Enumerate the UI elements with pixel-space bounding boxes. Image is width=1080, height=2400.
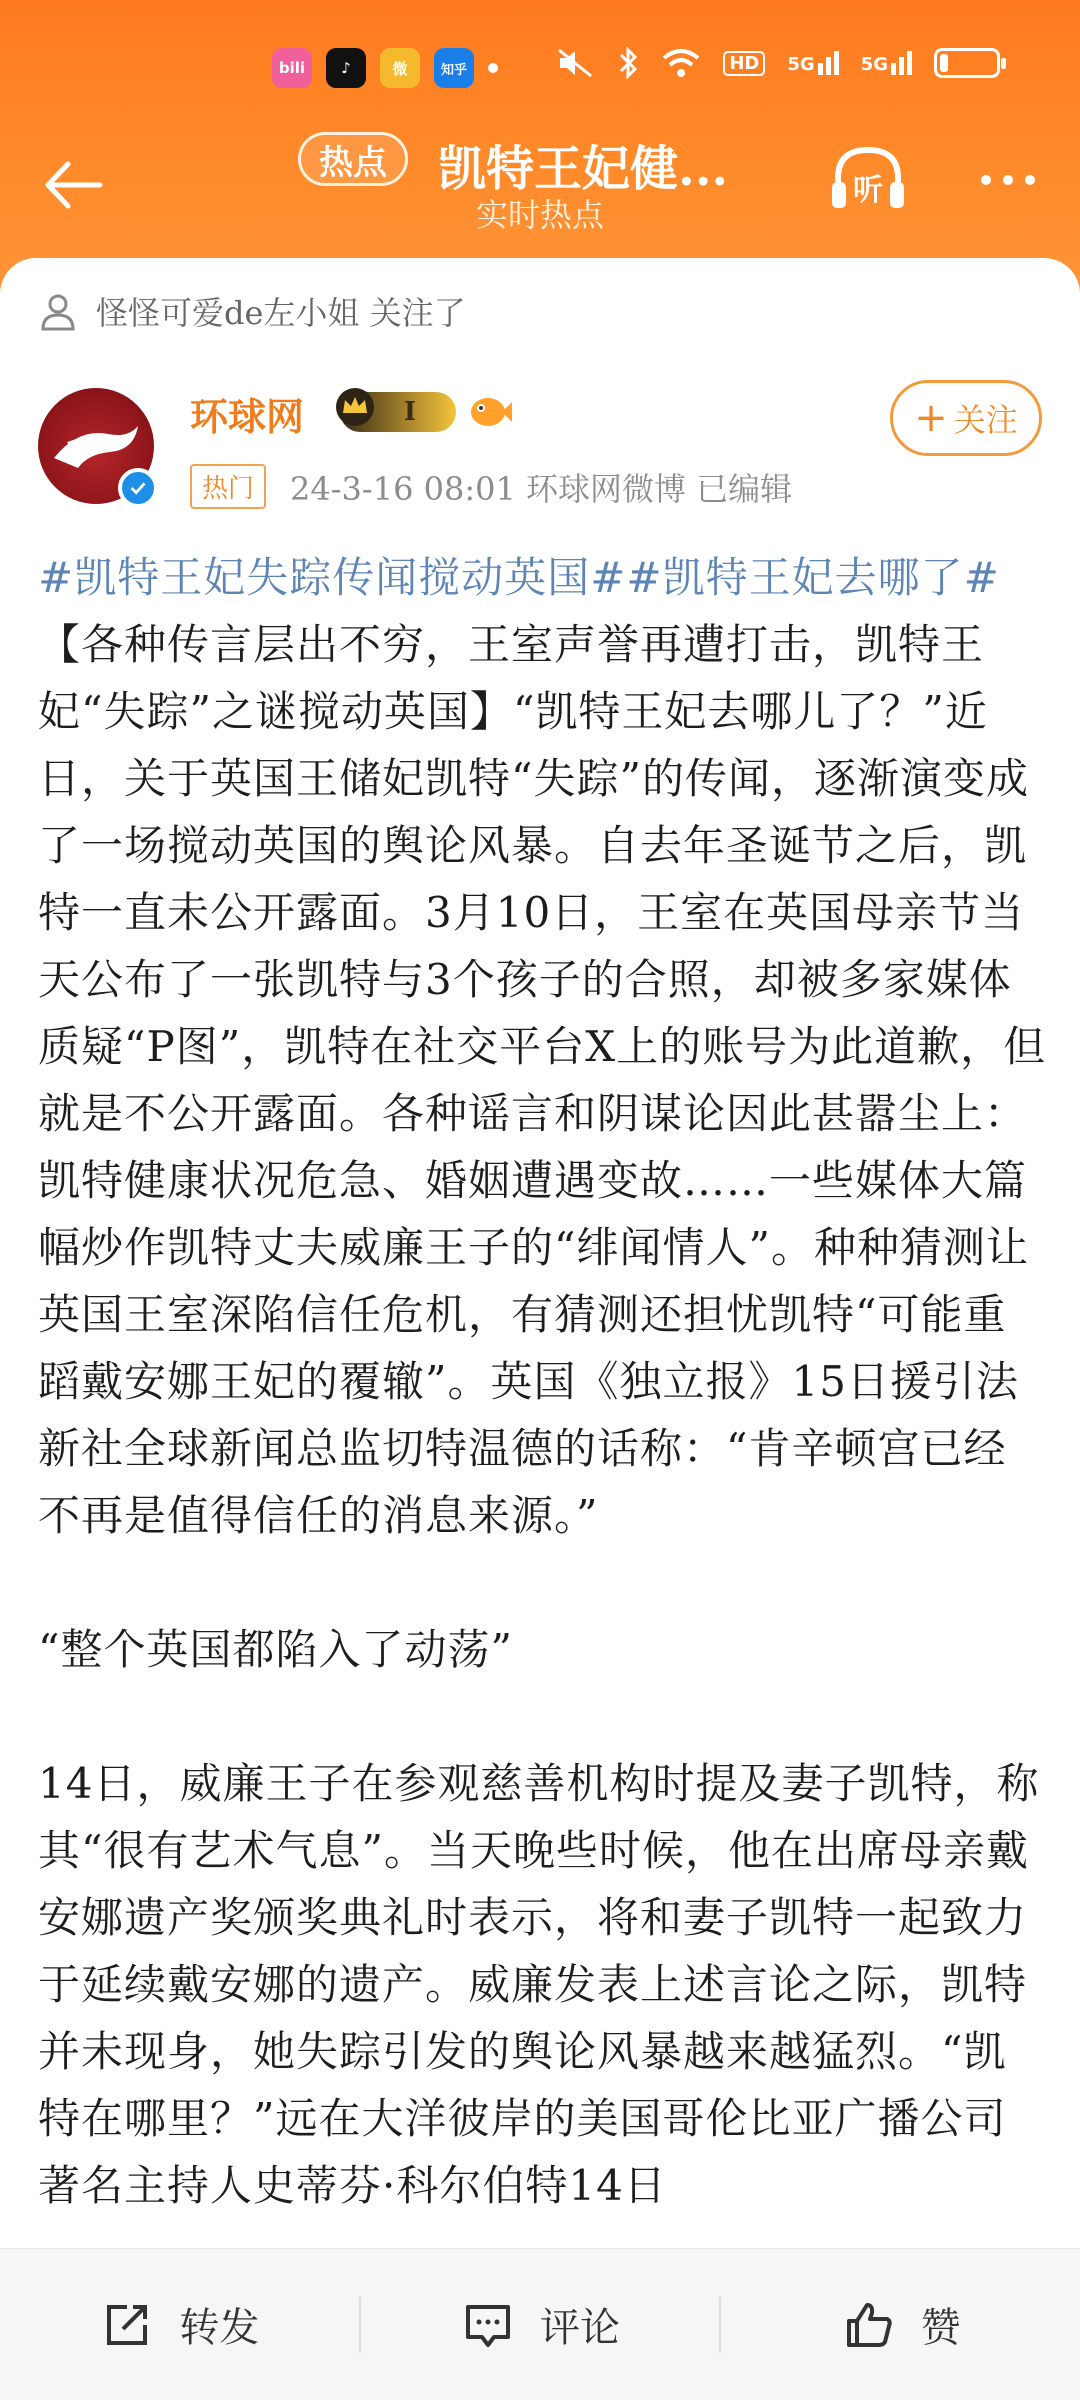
follow-label: 关注 xyxy=(953,401,1018,439)
post-meta: 24-3-16 08:01 环球网微博 已编辑 xyxy=(290,470,793,508)
battery-icon xyxy=(934,48,1000,78)
battery-fill xyxy=(940,54,948,72)
hd-label: HD xyxy=(723,51,765,76)
wifi-icon xyxy=(661,46,701,80)
page-title: 凯特王妃健... xyxy=(438,141,729,197)
hot-tag: 热门 xyxy=(190,464,266,509)
bottom-action-bar xyxy=(0,2248,1080,2400)
crown-icon xyxy=(334,386,376,428)
follow-note[interactable] xyxy=(38,288,466,334)
author-name[interactable]: 环球网 xyxy=(190,394,305,439)
notification-icons xyxy=(272,48,498,88)
bilibili-icon: bili xyxy=(272,48,312,88)
level-text: I xyxy=(403,397,417,427)
post-body xyxy=(38,544,1048,2219)
share-icon xyxy=(99,2297,155,2353)
more-dot-icon xyxy=(1003,175,1013,185)
plus-icon: + xyxy=(914,395,948,441)
more-options-button[interactable] xyxy=(968,160,1048,200)
listen-button[interactable] xyxy=(828,140,908,220)
follow-button[interactable] xyxy=(890,380,1042,456)
post-card xyxy=(0,258,1080,2400)
level-badge xyxy=(340,392,456,432)
more-dot-icon xyxy=(1025,175,1035,185)
paragraph-1: 【各种传言层出不穷，王室声誉再遭打击，凯特王妃“失踪”之谜搅动英国】“凯特王妃去哪儿了？”近日，关于英国王储妃凯特“失踪”的传闻，逐渐演变成了一场搅动英国的舆论风暴。自去年圣诞节之后，凯特一直未公开露面。3月10日，王室在英国母亲节当天公布了一张凯特与3个孩子的合照，却被多家媒体质疑“P图”，凯特在社交平台X上的账号为此道歉，但就是不公开露面。各种谣言和阴谋论因此甚嚣尘上：凯特健康状况危急、婚姻遭遇变故……一些媒体大篇幅炒作凯特丈夫威廉王子的“绯闻情人”。种种猜测让英国王室深陷信任危机，有猜测还担忧凯特“可能重蹈戴安娜王妃的覆辙”。英国《独立报》15日援引法新社全球新闻总监切特温德的话称：“肯辛顿宫已经不再是值得信任的消息来源。” xyxy=(38,620,1047,1540)
zhihu-icon: 知乎 xyxy=(434,48,474,88)
tiktok-icon: ♪ xyxy=(326,48,366,88)
navbar xyxy=(0,120,1080,250)
mute-icon xyxy=(555,46,595,80)
repost-label: 转发 xyxy=(179,2305,260,2351)
follow-note-text: 怪怪可爱de左小姐 关注了 xyxy=(96,294,466,332)
header xyxy=(0,0,1080,300)
like-button[interactable] xyxy=(721,2249,1080,2400)
status-bar xyxy=(0,40,1080,100)
avatar[interactable] xyxy=(38,388,154,504)
fish-badge-icon xyxy=(466,390,512,434)
listen-label: 听 xyxy=(853,173,883,208)
comment-button[interactable] xyxy=(361,2249,720,2400)
person-icon xyxy=(38,291,78,331)
paragraph-spacer xyxy=(38,1683,1048,1750)
headphones-icon xyxy=(828,140,908,220)
comment-icon xyxy=(460,2297,516,2353)
weibo-icon: 微 xyxy=(380,48,420,88)
paragraph-3: 14日，威廉王子在参观慈善机构时提及妻子凯特，称其“很有艺术气息”。当天晚些时候，他在出席母亲戴安娜遗产奖颁奖典礼时表示，将和妻子凯特一起致力于延续戴安娜的遗产。威廉发表上述言论之际，凯特并未现身，她失踪引发的舆论风暴越来越猛烈。“凯特在哪里？”远在大洋彼岸的美国哥伦比亚广播公司著名主持人史蒂芬·科尔伯特14日 xyxy=(38,1759,1040,2210)
signal-5g-1: 5G xyxy=(787,51,838,75)
page-subtitle: 实时热点 xyxy=(475,196,604,234)
repost-button[interactable] xyxy=(0,2249,359,2400)
paragraph-2: “整个英国都陷入了动荡” xyxy=(38,1625,513,1674)
topic-hashtags[interactable]: #凯特王妃失踪传闻搅动英国##凯特王妃去哪了# xyxy=(38,553,1000,602)
thumbs-up-icon xyxy=(841,2297,897,2353)
comment-label: 评论 xyxy=(540,2305,620,2351)
status-right xyxy=(555,46,1000,80)
more-dot-icon xyxy=(981,175,991,185)
signal-5g-2: 5G xyxy=(861,51,912,75)
hot-badge: 热点 xyxy=(298,132,408,186)
paragraph-spacer xyxy=(38,1549,1048,1616)
more-notifications-dot xyxy=(488,63,498,73)
like-label: 赞 xyxy=(920,2305,961,2351)
verified-badge-icon xyxy=(118,468,158,508)
bluetooth-icon xyxy=(617,46,639,80)
